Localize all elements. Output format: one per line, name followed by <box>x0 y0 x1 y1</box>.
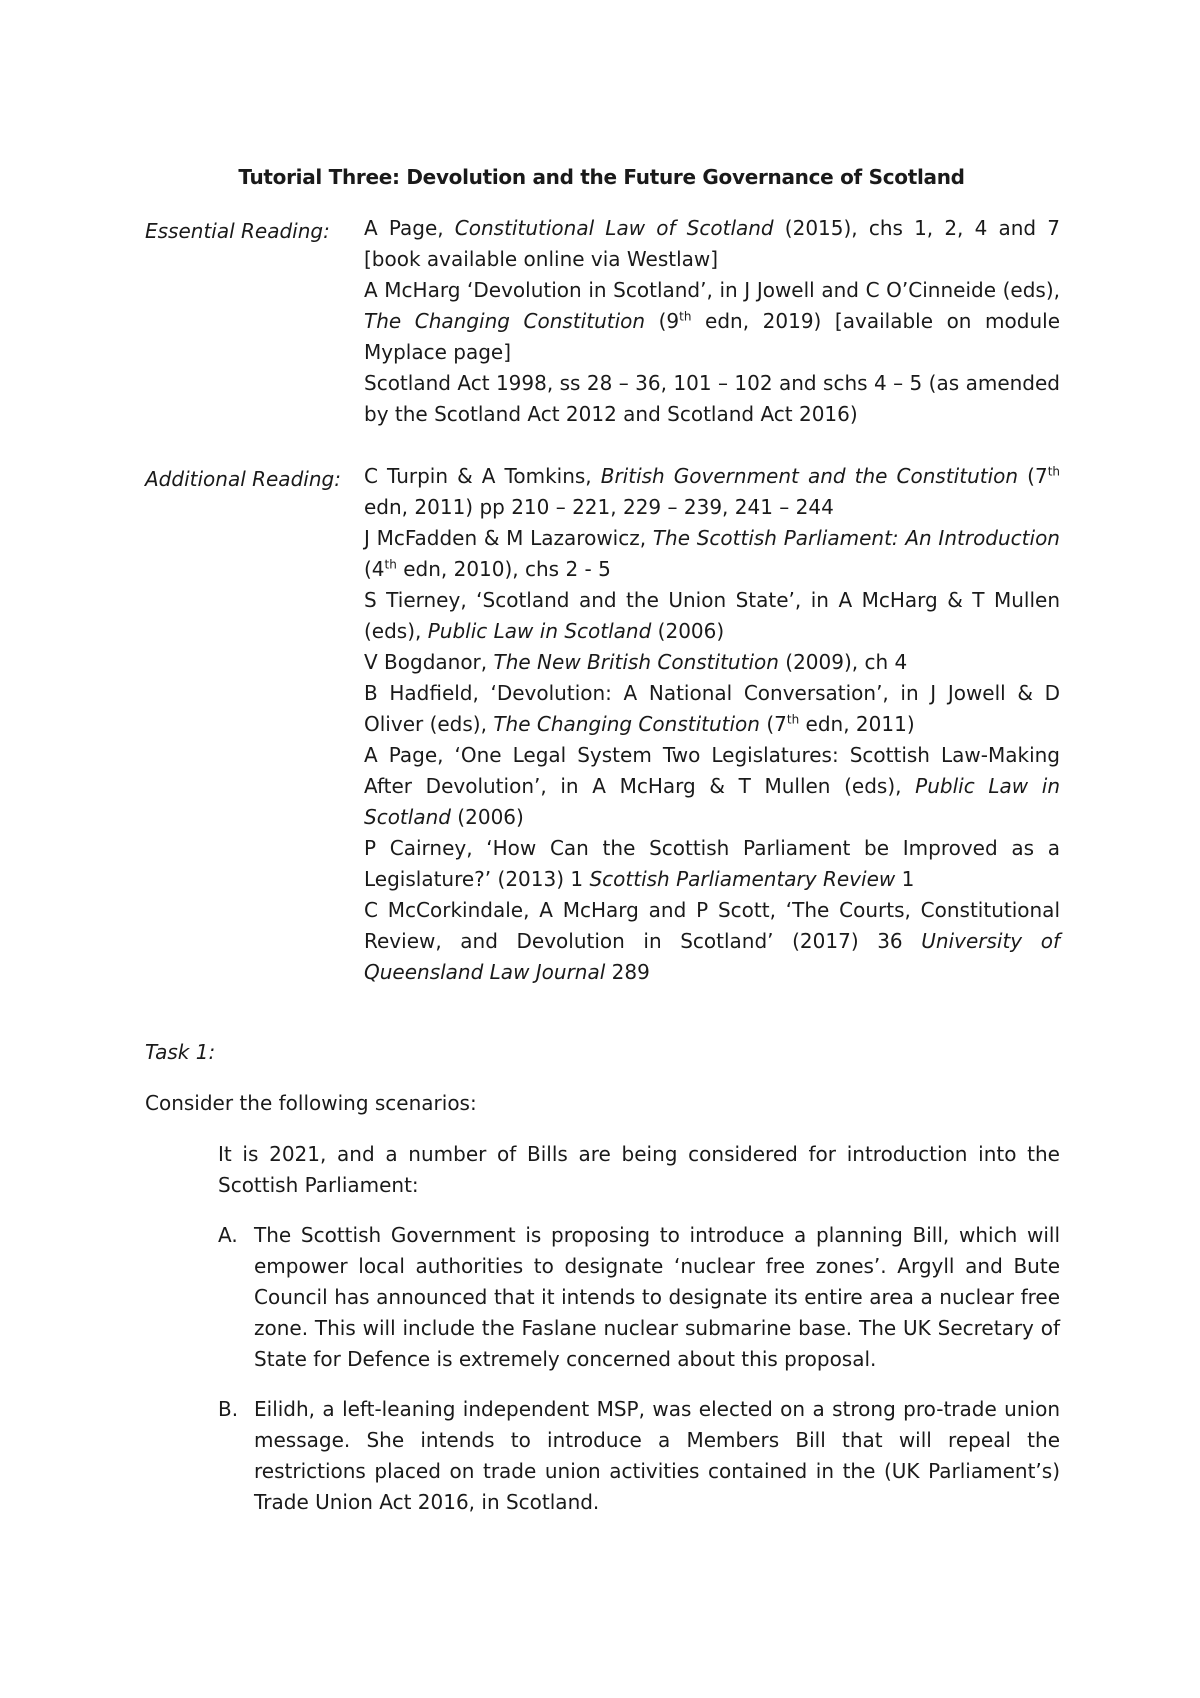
additional-ref: V Bogdanor, The New British Constitution (2009), ch 4 <box>364 650 908 674</box>
essential-reading-list <box>364 213 1060 430</box>
essential-reading-label: Essential Reading: <box>145 219 330 243</box>
additional-ref: A Page, ‘One Legal System Two Legislatures: Scottish Law-Making After Devolution’, in A McHarg & T Mullen (eds), Public Law in Scotland (2006) <box>364 743 1061 829</box>
additional-ref: P Cairney, ‘How Can the Scottish Parliament be Improved as a Legislature?’ (2013) 1 Scottish Parliamentary Review 1 <box>364 836 1060 891</box>
additional-ref: B Hadfield, ‘Devolution: A National Conversation’, in J Jowell & D Oliver (eds), The Changing Constitution (7th edn, 2011) <box>364 681 1060 736</box>
page-title: Tutorial Three: Devolution and the Future Governance of Scotland <box>238 165 965 189</box>
scenario-letter: B. <box>218 1397 239 1421</box>
additional-ref: J McFadden & M Lazarowicz, The Scottish Parliament: An Introduction (4th edn, 2010), chs 2 - 5 <box>364 526 1060 581</box>
task-heading: Task 1: <box>145 1040 216 1064</box>
scenario-item <box>218 1394 1060 1518</box>
additional-reading-list <box>364 461 1060 988</box>
scenario-intro-paragraph: It is 2021, and a number of Bills are being considered for introduction into the Scottish Parliament: <box>218 1142 1060 1197</box>
task-intro: Consider the following scenarios: <box>145 1091 477 1115</box>
essential-ref: A McHarg ‘Devolution in Scotland’, in J Jowell and C O’Cinneide (eds), The Changing Constitution (9th edn, 2019) [available on module Myplace page] <box>364 278 1060 364</box>
additional-ref: S Tierney, ‘Scotland and the Union State’, in A McHarg & T Mullen (eds), Public Law in Scotland (2006) <box>364 588 1060 643</box>
additional-ref: C Turpin & A Tomkins, British Government and the Constitution (7th edn, 2011) pp 210 – 221, 229 – 239, 241 – 244 <box>364 464 1060 519</box>
additional-reading-label: Additional Reading: <box>145 467 341 491</box>
scenario-text: Eilidh, a left-leaning independent MSP, was elected on a strong pro-trade union message. She intends to introduce a Members Bill that will repeal the restrictions placed on trade union activities contained in the (UK Parliament’s) Trade Union Act 2016, in Scotland. <box>254 1397 1060 1514</box>
scenario-letter: A. <box>218 1223 238 1247</box>
essential-ref: A Page, Constitutional Law of Scotland (2015), chs 1, 2, 4 and 7 [book available online via Westlaw] <box>364 216 1060 271</box>
additional-ref: C McCorkindale, A McHarg and P Scott, ‘The Courts, Constitutional Review, and Devolution in Scotland’ (2017) 36 University of Queensland Law Journal 289 <box>364 898 1060 984</box>
essential-ref: Scotland Act 1998, ss 28 – 36, 101 – 102 and schs 4 – 5 (as amended by the Scotland Act 2012 and Scotland Act 2016) <box>364 371 1060 426</box>
scenario-text: The Scottish Government is proposing to introduce a planning Bill, which will empower local authorities to designate ‘nuclear free zones’. Argyll and Bute Council has announced that it intends to designate its entire area a nuclear free zone. This will include the Faslane nuclear submarine base. The UK Secretary of State for Defence is extremely concerned about this proposal. <box>254 1223 1060 1371</box>
scenario-item <box>218 1220 1060 1375</box>
